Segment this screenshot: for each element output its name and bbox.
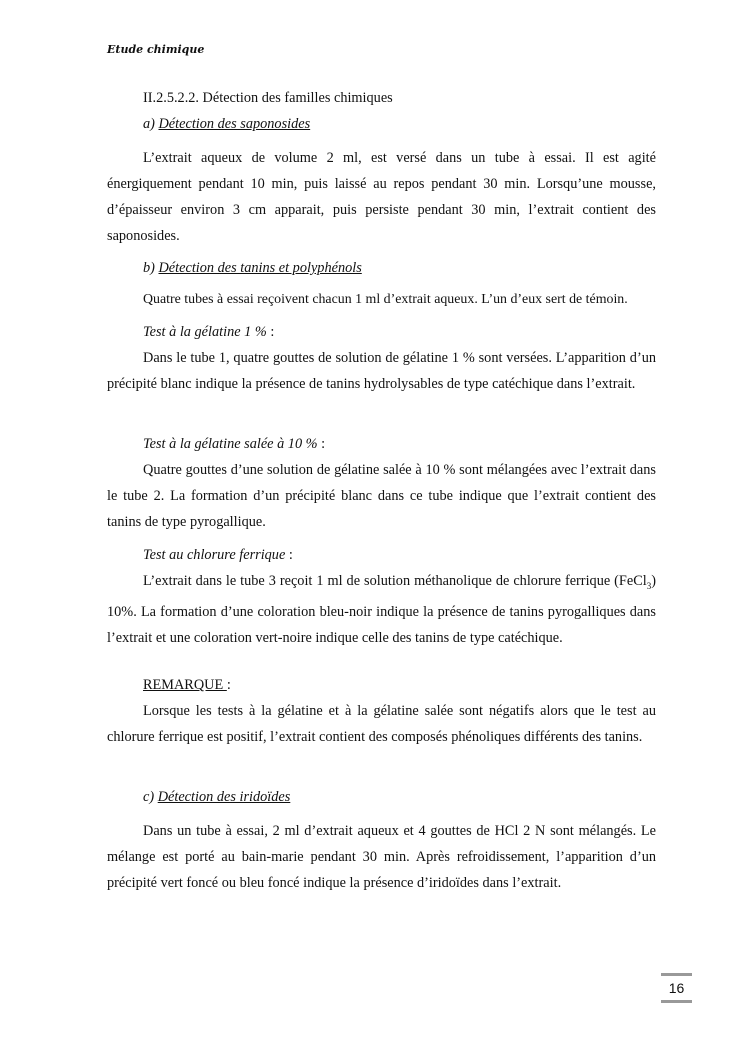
test1-heading: Test à la gélatine 1 % : <box>143 324 275 340</box>
subsection-c-heading: c) Détection des iridoïdes <box>143 789 291 805</box>
paragraph-test3: L’extrait dans le tube 3 reçoit 1 ml de solution méthanolique de chlorure ferrique (FeCl$_3$) 10%. La formation d’une coloration bleu-noir indique la présence de tanins pyrogalliques dans l’extrait et une coloration vert-noire indique celle des tanins de type catéchique. <box>107 573 656 646</box>
paragraph-remark: Lorsque les tests à la gélatine et à la gélatine salée sont négatifs alors que le test au chlorure ferrique est positif, l’extrait contient des composés phénoliques différents des tanins. <box>107 703 656 745</box>
test2-heading: Test à la gélatine salée à 10 % : <box>143 436 326 452</box>
paragraph-saponosides: L’extrait aqueux de volume 2 ml, est versé dans un tube à essai. Il est agité énergiquement pendant 10 min, puis laissé au repos pendant 30 min. Lorsqu’une mousse, d’épaisseur environ 3 cm apparait, puis persiste pendant 30 min, l’extrait contient des saponosides. <box>107 150 656 244</box>
subsection-b-heading: b) Détection des tanins et polyphénols <box>143 260 362 276</box>
test3-heading: Test au chlorure ferrique : <box>143 547 293 563</box>
remark-heading: REMARQUE : <box>143 677 231 693</box>
page-number: 16 <box>661 973 692 1003</box>
subsection-a-heading: a) Détection des saponosides <box>143 116 311 132</box>
paragraph-test2: Quatre gouttes d’une solution de gélatine salée à 10 % sont mélangées avec l’extrait dans le tube 2. La formation d’un précipité blanc dans ce tube indique que l’extrait contient des tanins de type pyrogallique. <box>107 462 656 530</box>
paragraph-tubes: Quatre tubes à essai reçoivent chacun 1 ml d’extrait aqueux. L’un d’eux sert de témoin. <box>143 292 628 307</box>
running-header: Etude chimique <box>107 43 205 56</box>
paragraph-iridoides: Dans un tube à essai, 2 ml d’extrait aqueux et 4 gouttes de HCl 2 N sont mélangés. Le mélange est porté au bain-marie pendant 30 min. Après refroidissement, l’apparition d’un précipité vert foncé ou bleu foncé indique la présence d’iridoïdes dans l’extrait. <box>107 823 656 891</box>
section-title: II.2.5.2.2. Détection des familles chimiques <box>143 90 393 106</box>
paragraph-test1: Dans le tube 1, quatre gouttes de solution de gélatine 1 % sont versées. L’apparition d’un précipité blanc indique la présence de tanins hydrolysables de type catéchique dans l’extrait. <box>107 350 656 392</box>
